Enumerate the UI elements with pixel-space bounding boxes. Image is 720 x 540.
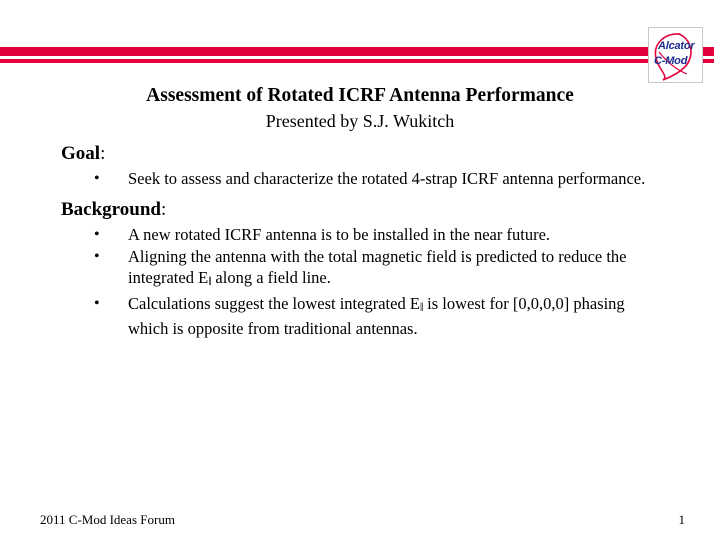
section-heading-background-colon: : bbox=[160, 199, 167, 220]
section-heading-goal bbox=[61, 141, 666, 167]
bullet-dot-icon: • bbox=[94, 170, 100, 187]
list-item-text bbox=[128, 247, 627, 287]
logo-line-cmod: C-Mod bbox=[654, 55, 688, 67]
list-item-text: Seek to assess and characterize the rotated 4-strap ICRF antenna performance. bbox=[128, 169, 646, 188]
title-block bbox=[40, 83, 680, 134]
e-parallel-symbol: ‖ bbox=[419, 300, 424, 315]
list-item-text-pre: Calculations suggest the lowest integrated E bbox=[128, 294, 420, 314]
list-item-text-pre: Aligning the antenna with the total magnetic field is predicted to reduce the integrated E bbox=[128, 247, 627, 287]
bullet-list-goal bbox=[61, 168, 666, 189]
section-heading-goal-text: Goal bbox=[61, 143, 101, 164]
list-item-text-post: is lowest for [0,0,0,0] phasing which is opposite from traditional antennas. bbox=[128, 294, 625, 339]
header-stripe-thin bbox=[0, 59, 714, 63]
list-item-text: A new rotated ICRF antenna is to be installed in the near future. bbox=[128, 225, 551, 244]
section-spacer bbox=[61, 190, 666, 197]
e-parallel-symbol: ‖ bbox=[208, 274, 212, 289]
section-heading-background bbox=[61, 197, 666, 223]
slide-title: Assessment of Rotated ICRF Antenna Performance bbox=[146, 85, 574, 106]
slide-body bbox=[61, 141, 666, 340]
header-stripe-band bbox=[0, 44, 714, 66]
footer-event-label: 2011 C-Mod Ideas Forum bbox=[40, 512, 175, 527]
slide-footer bbox=[0, 511, 720, 533]
bullet-dot-icon: • bbox=[94, 295, 100, 313]
section-heading-background-text: Background bbox=[61, 199, 161, 220]
list-item bbox=[61, 168, 666, 189]
list-item bbox=[61, 246, 666, 292]
list-item bbox=[61, 224, 666, 245]
logo-line-alcator: Alcator bbox=[658, 40, 695, 52]
alcator-cmod-logo bbox=[648, 27, 703, 83]
bullet-list-background bbox=[61, 224, 666, 339]
slide-subtitle: Presented by S.J. Wukitch bbox=[265, 111, 455, 131]
bullet-dot-icon: • bbox=[94, 226, 100, 243]
section-heading-goal-colon: : bbox=[100, 143, 106, 164]
list-item bbox=[61, 293, 658, 339]
list-item-text-post: along a field line. bbox=[211, 268, 331, 287]
footer-page-number: 1 bbox=[678, 512, 685, 527]
bullet-dot-icon: • bbox=[94, 248, 100, 265]
list-item-text bbox=[128, 294, 625, 338]
header-stripe-thick bbox=[0, 47, 714, 56]
logo-swoosh-icon bbox=[649, 28, 702, 82]
